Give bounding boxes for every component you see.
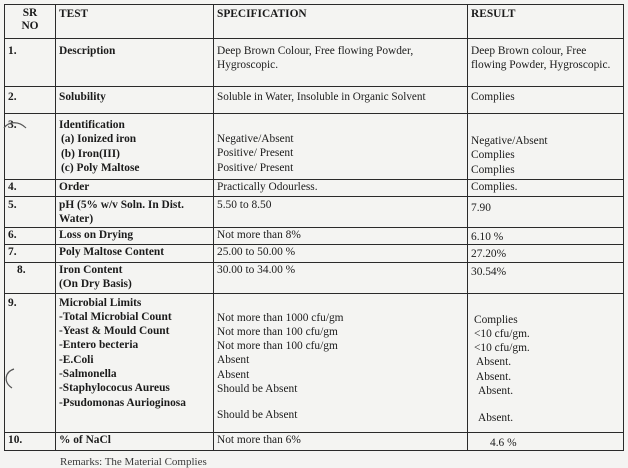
table-row (5, 262, 624, 293)
table-row (5, 39, 624, 87)
table-row (5, 432, 624, 450)
row-9-test-line: -Entero becteria (59, 339, 139, 352)
row-9-spec-line: Absent (217, 354, 250, 367)
table-row (5, 114, 624, 180)
table-header-row (5, 5, 624, 39)
row-9-spec-line: Absent (217, 368, 250, 381)
table-row (5, 228, 624, 245)
header-specification: SPECIFICATION (214, 5, 468, 39)
row-1-test-line: Description (59, 45, 116, 57)
row-3-result-line: Complies (471, 163, 515, 176)
row-7-spec: 25.00 to 50.00 % (214, 245, 468, 262)
row-10-sr: 10. (5, 432, 56, 450)
row-9-test-line: -Staphylococus Aureus (59, 382, 170, 395)
row-9-test-line: -E.Coli (59, 353, 94, 366)
row-5-test-line: Water) (59, 213, 94, 226)
table-row (5, 180, 624, 197)
row-1-sr: 1. (5, 39, 56, 87)
row-5-test (56, 197, 214, 228)
table-row (5, 87, 624, 114)
row-8-spec: 30.00 to 34.00 % (214, 262, 468, 293)
row-8-test-line: (On Dry Basis) (59, 277, 132, 290)
row-9-spec-line: Should be Absent (217, 409, 298, 422)
row-9-result-line: Absent. (478, 385, 514, 398)
row-9-spec-line: Should be Absent (217, 383, 298, 396)
punch-hole-mark-icon (0, 112, 30, 142)
row-8-test (56, 262, 214, 293)
row-9-test-line: -Salmonella (59, 368, 117, 381)
row-10-test: % of NaCl (56, 432, 214, 450)
row-1-spec: Deep Brown Colour, Free flowing Powder, Hygroscopic. (214, 39, 468, 87)
row-9-spec (214, 293, 468, 432)
row-5-sr: 5. (5, 197, 56, 228)
table-row (5, 293, 624, 432)
punch-hole-mark-icon (0, 366, 20, 392)
row-9-spec-line: Not more than 100 cfu/gm (217, 325, 338, 338)
row-10-spec: Not more than 6% (214, 432, 468, 450)
row-3-test-line: Identification (59, 119, 125, 131)
row-2-sr: 2. (5, 87, 56, 114)
row-5-result: 7.90 (468, 197, 624, 228)
specification-table (4, 4, 624, 451)
row-3-result-line: Negative/Absent (471, 135, 548, 147)
row-3-test-line: (b) Iron(III) (61, 147, 120, 160)
table-row (5, 245, 624, 262)
row-4-spec: Practically Odourless. (214, 180, 468, 197)
row-9-result-line: Complies (474, 313, 518, 326)
row-9-spec-line: Not more than 1000 cfu/gm (217, 311, 344, 324)
row-8-test-line: Iron Content (59, 263, 123, 276)
row-6-test: Loss on Drying (56, 228, 214, 245)
row-1-test (56, 39, 214, 87)
row-3-test (56, 114, 214, 180)
row-9-result-line: Absent. (478, 412, 514, 425)
row-3-test-line: (a) Ionized iron (61, 133, 137, 146)
row-2-test: Solubility (56, 87, 214, 114)
row-2-result: Complies (468, 87, 624, 114)
header-sr-no (5, 5, 56, 39)
row-3-result-line: Complies (471, 149, 515, 162)
row-9-result (468, 293, 624, 432)
row-3-sr: 3. (5, 114, 56, 180)
row-6-result: 6.10 % (468, 228, 624, 245)
row-7-result: 27.20% (468, 245, 624, 262)
row-9-result-line: <10 cfu/gm. (474, 327, 530, 340)
row-8-sr: 8. (5, 262, 56, 293)
row-9-test (56, 293, 214, 432)
row-10-result: 4.6 % (468, 432, 624, 450)
row-5-spec: 5.50 to 8.50 (214, 197, 468, 228)
header-test: TEST (56, 5, 214, 39)
row-8-result: 30.54% (468, 262, 624, 293)
row-7-test: Poly Maltose Content (56, 245, 214, 262)
row-4-test: Order (56, 180, 214, 197)
row-9-result-line: Absent. (476, 370, 512, 383)
row-3-test-line: (c) Poly Maltose (61, 161, 140, 174)
row-7-sr: 7. (5, 245, 56, 262)
row-3-spec-line: Positive/ Present (217, 147, 294, 160)
row-9-test-line: -Psudomonas Aurioginosa (59, 396, 186, 409)
row-3-spec-line: Positive/ Present (217, 161, 294, 174)
row-4-sr: 4. (5, 180, 56, 197)
row-9-sr: 9. (5, 293, 56, 432)
row-9-result-line: <10 cfu/gm. (474, 342, 530, 355)
row-3-spec (214, 114, 468, 180)
row-6-spec: Not more than 8% (214, 228, 468, 245)
row-6-sr: 6. (5, 228, 56, 245)
row-1-result: Deep Brown colour, Free flowing Powder, Hygroscopic. (468, 39, 624, 87)
row-9-spec-line: Not more than 100 cfu/gm (217, 340, 338, 353)
row-9-test-line: Microbial Limits (59, 296, 142, 309)
row-3-spec-line: Negative/Absent (217, 133, 294, 145)
row-9-test-line: -Yeast & Mould Count (59, 325, 170, 338)
table-row (5, 197, 624, 228)
header-sr-no-text: SR NO (21, 7, 39, 32)
row-3-result (468, 114, 624, 180)
row-2-spec: Soluble in Water, Insoluble in Organic Solvent (214, 87, 468, 114)
row-4-result: Complies. (468, 180, 624, 197)
header-result: RESULT (468, 5, 624, 39)
row-9-test-line: -Total Microbial Count (59, 310, 172, 323)
row-9-result-line: Absent. (476, 356, 512, 369)
footer-remarks-partial: Remarks: The Material Complies (60, 456, 207, 468)
row-5-test-line: pH (5% w/v Soln. In Dist. (59, 199, 185, 211)
